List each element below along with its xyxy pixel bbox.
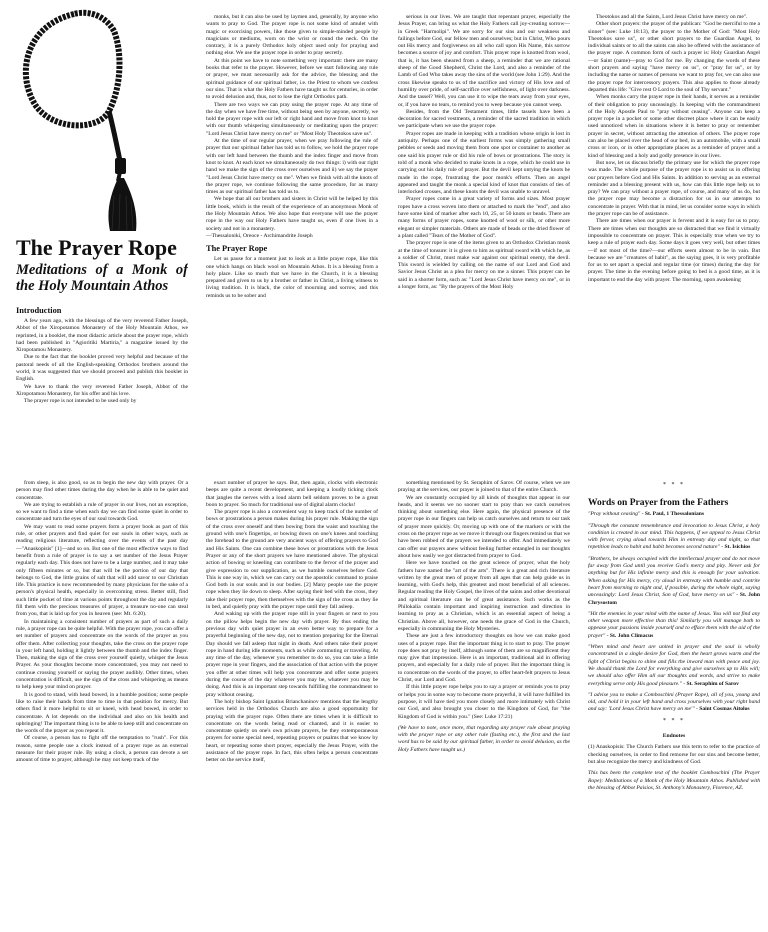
column-4 xyxy=(588,14,760,459)
paragraph: It is good to stand, with head bowed, in a humble position; some people like to raise their hands from time to time in that position for mercy. But others find it more helpful to sit or kneel, with head bowed, in order to concentrate. A lot depends on the individual and also on his health and upbringing! The important thing is to be able to keep still and concentrate on the words of the prayer as you repeat it. xyxy=(16,691,188,735)
paragraph: Due to the fact that the booklet proved very helpful and because of the pastoral needs of all the English-speaking Orthodox brothers around the world, it was suggested that we should proceed and publish this booklet in English. xyxy=(16,354,188,383)
quote-item xyxy=(588,523,760,552)
column-6-body xyxy=(206,480,378,765)
quote-text: "Through the constant remembrance and invocation to Jesus Christ, a holy condition is created in our mind. This happens, if we appeal to Jesus Christ with fervor, crying aloud towards Him in entreaty day and night, so that repetition leads to habit and habit becomes second nature" - xyxy=(588,522,760,551)
paragraph: In maintaining a consistent number of prayers as part of such a daily rule, a prayer rope can be quite helpful. With the prayer rope, you can offer a set number of prayers and concentrate on the words of the prayer as you offer them. After collecting your thoughts, take the cross on the prayer rope in your left hand, holding it lightly between the thumb and the index finger. Then, making the sign of the cross over yourself quietly, whisper the Jesus Prayer. As your thoughts become more concentrated, you may not need to continue crossing yourself or saying the prayer audibly. Other times, when concentration is difficult, use the sign of the cross and whispering as means to help keep your mind on prayer. xyxy=(16,618,188,691)
paragraph: We may want to read some prayers form a prayer book as part of this rule, or other prayers and find quiet for our souls in other ways, such as reading religious literature, reflecting over the events of the past day—"Anaskopisis" [1]—and so on. But one of the most effective ways to find benefit from a rule of prayer is to say a set number of the Jesus Prayer regularly each day. This does not have to be a large number, and it may take only fifteen minutes or so, but that will be the portion of our day that belongs to God, the little grains of salt that will add savor to our Christian life. This practice is now recommended by many physicians for the sake of a person's physical health, especially in overcoming stress. Better still, find such little pocket of time at various points throughout the day and regularly fill them with the precious treasures of prayer, a treasure no-one can steal from you, that is laid up for you in heaven (see: Mt. 6:20). xyxy=(16,523,188,618)
paragraph: We have to thank the very reverend Father Joseph, Abbot of the Xiropotamou Monastery, for his offer and his love. xyxy=(16,383,188,397)
column-1 xyxy=(16,236,188,458)
quote-item xyxy=(588,611,760,640)
document-subtitle: Meditations of a Monk of the Holy Mountain Athos xyxy=(16,262,188,294)
endnotes-heading: Endnotes xyxy=(662,733,686,740)
quote-item xyxy=(588,511,760,518)
column-5 xyxy=(16,480,188,925)
paragraph: Let us pause for a moment just to look at a little prayer rope, like this one which hangs on black wool on Mountain Athos. It is a blessing from a holy place. Like so much that we have in the Church, it is a blessing prepared and given to us by a brother or father in Christ, a living witness to living tradition. It is black, the color of mourning and sorrow, and this reminds us to be sober and xyxy=(206,256,378,299)
footer-note: This has been the complete text of the booklet Comboschini (The Prayer Rope): Meditations of a Monk of the Holy Mountain Athos. Published with the blessing of Abbot Paisios, St. Anthony's Monastery, Florence, AZ. xyxy=(588,770,760,791)
quote-author: St. John Chrysostom xyxy=(588,592,760,606)
quote-text: "Hit the enemies in your mind with the name of Jesus. You will not find any other weapon more effective than this! Similarly you will manage both to appease your passions inside yourself and to efface them with the aid of the prayer" - xyxy=(588,610,760,639)
paragraph: Besides, from the Old Testament times, little tassels have been a decoration for sacred vestments, a reminder of the sacred tradition in which we participate when we use the prayer rope. xyxy=(398,108,570,130)
column-7 xyxy=(398,480,570,925)
paragraph: The prayer rope is one of the items given to an Orthodox Christian monk at the time of tonsure: it is given to him as spiritual sword with which he, as a soldier of Christ, must make war against our spiritual enemy, the devil. This sword is wielded by calling on the name of our Lord and God and Savior Jesus Christ as a plea for mercy on me a sinner. This prayer can be said in a shorter form, such as: "Lord Jesus Christ have mercy on me", or in a longer form, as: "By the prayers of the Most Holy xyxy=(398,240,570,290)
column-3-body xyxy=(398,14,570,291)
quote-text: "When mind and heart are united in prayer and the soul is wholly concentrated in a single desire for God, then the heart grows warm and the light of Christ begins to shine and fills the inward man with peace and joy. We should thank the Lord for everything and give ourselves up to His will; we should also offer Him all our thoughts and words, and strive to make everything serve only His good pleasure." - xyxy=(588,644,760,687)
signature: —Thessaloniki, Oreoce - Archimandrite Joseph xyxy=(206,232,313,239)
paragraph: Prayer ropes come in a great variety of forms and sizes. Most prayer ropes have a cross woven into them or attached to mark the "end", and also have some kind of marker after each 10, 25, or 50 knots or beads. There are many forms of prayer ropes, some knotted of wool or silk, or other more elegant or simpler materials. Others are made of beads or the dried flower of a plant called "Tears of the Mother of God". xyxy=(398,196,570,239)
column-2-section-body xyxy=(206,256,378,300)
paragraph: If this little prayer rope helps you to say a prayer or reminds you to pray or helps you in some way to become more prayerful, it will have fulfilled its purpose, it will have tied you more closely and more intimately with Christ our God, and also brought you closer to the Kingdom of God, for "the Kingdom of God is within you." (See: Luke 17:21) xyxy=(398,684,570,720)
column-2-body xyxy=(206,14,378,233)
section-divider: * * * xyxy=(663,482,685,488)
prayer-rope-heading: The Prayer Rope xyxy=(206,244,268,254)
paragraph: Other short prayers: the prayer of the publican: "God be merciful to me a sinner" (see: Luke 18:13), the prayer to the Mother of God: "Most Holy Theotokos save us", or other short prayers to the Guardian Angel, to individual saints or to all the saints can also be offered with the assistance of the prayer rope. A common form of such a prayer is: Holy Guardian Angel—or Saint (name)—pray to God for me. By changing the words of these short prayers and saying "have mercy on us", or "pray for us", or by including the name or names of persons we want to pray for, we can also use the prayer rope for intercessory prayers. This also applies to those already departed this life: "Give rest O Lord to the soul of Thy servant." xyxy=(588,21,760,93)
quote-author: St. Paul, 1 Thessalonians xyxy=(644,511,705,518)
paragraph: We are trying to establish a rule of prayer in our lives, not an exception, so we want to find a time when each day we can find some quiet in order to concentrate and turn the eyes of our soul towards God. xyxy=(16,501,188,523)
paragraph: Of course, a person has to fight off the temptation to "rush". For this reason, some people use a clock instead of a prayer rope as an external measure for their prayer rule. By using a clock, a person can devote a set amount of time to prayer, although he may not keep track of the xyxy=(16,735,188,764)
quote-text: "Pray without ceasing" - xyxy=(588,511,645,518)
paragraph: There are two ways we can pray using the prayer rope. At any time of the day when we have free time, without being seen by anyone, secretly, we hold the prayer rope with our left or right hand and move from knot to knot with our thumb whispering simultaneously or meditating upon the prayer: "Lord Jesus Christ have mercy on me" or "Most Holy Theotokos save us". xyxy=(206,101,378,137)
introduction-heading: Introduction xyxy=(16,306,62,315)
paragraph: Theotokos and all the Saints, Lord Jesus Christ have mercy on me". xyxy=(596,14,748,20)
quote-item xyxy=(588,556,760,607)
column-4-body xyxy=(588,14,760,284)
paragraph: We hope that all our brothers and sisters in Christ will be helped by this little book, which is the result of the experience of an anonymous Monk of the Holy Mountain Athos. We also hope that everyone will use the prayer rope in the way our Holy Fathers have taught us, even if one lives in a society and not in a monastery. xyxy=(206,196,378,232)
quote-author: Saint Cosmas Aitolos xyxy=(699,706,750,713)
page-bottom xyxy=(0,466,768,932)
paragraph: Here we have touched on the great science of prayer, what the holy fathers have named the "art of the arts". There is a great and rich literature written by the great men of prayer from all ages that can help guide us in learning, with God's help, this greatest and most beneficial of all sciences. Regular reading the Holy Gospel, the lives of the saints and other devotional and spiritual literature can be of great assistance. Such works as the Philokalia contain important and inspiring instruction and direction in learning to pray as a Christian, which is an essential aspect of being a Christian. Above all, however, one needs the grace of God in the Church, especially in communing the Holy Mysteries. xyxy=(398,560,570,632)
paragraph: And waking up with the prayer rope still in your fingers or next to you on the pillow helps begin the new day with prayer. By thus ending the previous day with quiet prayer in an even better way to prepare for a prayerful beginning of the new day, not to mention preparing for the Eternal Day should we fall asleep that night in death. And others take their prayer rope in hand during idle moments, such as while commuting or traveling. At any time of the day, whenever you remember to do so, you can take a little prayer rope in your fingers, and the association of that action with the prayer you offer at other times will help you concentrate and offer some prayers during the course of the day whatever you may be, whatever you may be doing. And this is an important step towards fulfilling the commandment to pray without ceasing. xyxy=(206,611,378,698)
paragraph: monks, but it can also be used by laymen and, generally, by anyone who wants to pray to God. The prayer rope is not some kind of amulet with magic or exorcising powers, like those given to simple-minded people by magicians or mediums, worn on the wrist or round the neck. On the contrary, it is a purely Orthodox holy object used only for praying and nothing else. We use the prayer rope in order to pray secretly. xyxy=(206,14,378,57)
column-5-body xyxy=(16,480,188,765)
paragraph: But now, let us discuss briefly the primary use for which the prayer rope was made. The whole purpose of the prayer rope is to assist us in offering our prayers before God and His Saints. In addition to serving as an external reminder and a blessing present with us, how can this little rope help us to pray? We can pray without a prayer rope, of course, and many of us do, but the prayer rope may become a distraction for us in our attempts to concentrate in prayer. With that in mind, let us consider some ways in which the prayer rope can be of assistance. xyxy=(588,159,760,218)
column-7-body xyxy=(398,480,570,721)
paragraph: At this point we have to note something very important: there are many books that refer to the prayer. However, before we start following any rule or prayer, we must necessarily ask for the advice, the blessing and the spiritual guidance of our spiritual father, i.e. the Priest to whom we confess our sins. That is what the Holy Fathers have taught us for centuries, in order to avoid delusion and, thus, not to lose the right Orthodox path. xyxy=(206,57,378,101)
paragraph: Prayer ropes are made in keeping with a tradition whose origin is lost in antiquity. Perhaps one of the earliest forms was simply gathering small pebbles or seeds and moving them from one spot or container to another as one said his prayer rule or did his rule of bows or prostrations. The story is told of a monk who decided to make knots in a rope, which he could use in carrying out his daily rule of prayer. But the devil kept untying the knots he made in the rope, frustrating the poor monk's efforts. Then an angel appeared and taught the monk a special kind of knot that consists of ties of interlocked crosses, and these knots the devil was unable to unravel. xyxy=(398,130,570,196)
paragraph: from sleep, is also good, so as to begin the new day with prayer. Or a person may find other times during the day when he is able to be quiet and concentrate. xyxy=(16,480,188,501)
endnote: (1) Anaskopisis: The Church Fathers use this term to refer to the practice of checking ourselves, in order to find remorse for our sins and become better, but also recognize the mercy and kindness of God. xyxy=(588,744,760,765)
quotes-list xyxy=(588,511,760,713)
column-6 xyxy=(206,480,378,925)
paragraph: The prayer rope is also a convenient way to keep track of the number of bows or prostrations a person makes during his prayer rule. Making the sign of the cross over oneself and then bowing from the waist and touching the ground with one's fingertips, or bowing down on one's knees and touching the forehead to the ground are very ancient ways of offering prayers to God and His Saints. One can combine these bows or prostrations with the Jesus Prayer or any of the short prayers we have mentioned above. The physical action of bowing or kneeling can contribute to the fervor of the prayer and give expression to our supplication, as we humble ourselves before God. This is one way in, which we can carry out the apostolic command to praise God both in our souls and in our bodies. [2] Many people use the prayer rope when they lie down to sleep. After saying their bed with the cross, they take their prayer rope, then themselves with the sign of the cross as they lie in bed, and quietly pray with the prayer rope until they fall asleep. xyxy=(206,509,378,611)
quote-item xyxy=(588,644,760,688)
spiritual-father-note: (We have to note, once more, that regarding any prayer rule about praying with the prayer rope or any other rule (fasting etc.), the first and the last word has to be said by our spiritual father, in order to avoid delusion, as the Holy Fathers have taught us.) xyxy=(398,724,570,753)
quote-author: St. John Climacus xyxy=(609,632,654,639)
quote-author: St. Seraphim of Sarov xyxy=(686,680,739,687)
paragraph: When monks carry the prayer rope in their hands, it serves as a reminder of their obligation to pray unceasingly. In keeping with the commandment of the Holy Apostle Paul to "pray without ceasing". Anyone can keep a prayer rope in a pocket or some other discreet place where it can be easily used unnoticed when in situations where it is better to pray or remember prayer in secret, without attracting the attention of others. The prayer rope can also be placed over the head of our bed, in an automobile, with a small cross or icon, or in other appropriate places as a reminder of prayer and a kind of blessing and a holy and godly presence in our lives. xyxy=(588,94,760,159)
column-2 xyxy=(206,14,378,459)
paragraph: These are just a few introductory thoughts on how we can make good uses of a prayer rope. But the important thing is to start to pray. The prayer rope does not pray by itself, although some of them are so magnificent they may give that impression. Here is an important, traditional aid in offering prayers, and especially for a daily rule of prayer. But the important thing is to concentrate on the words of the prayer, to offer heart-felt prayers to Jesus Christ, our Lord and God. xyxy=(398,633,570,684)
paragraph: serious in our lives. We are taught that repentant prayer, especially the Jesus Prayer, can bring us what the Holy Fathers call joy-creating sorrow—in Greek "Harmolipi". We are sorry for our sins and our weakness and failings before God, our fellow men and ourselves; but in Christ, Who pours out His mercy and forgiveness on all who call upon His Name, this sorrow becomes a source of joy and comfort. This prayer rope is knotted from wool, that is, it has been sheared from a sheep, a reminder that we are rational sheep of the Good Shepherd, Christ the Lord, and also a reminder of the Lamb of God Who takes away the sins of the world (see John 1:29). And the cross likewise speaks to us of the sacrifice and victory of His love and of humility over pride, of self-sacrifice over selfishness, of light over darkness. And the tassel? Well, you can use it to wipe the tears away from your eyes, or, if you have no tears, to remind you to weep because you cannot weep. xyxy=(398,14,570,108)
section-divider: * * * xyxy=(663,717,685,724)
quote-text: "Brothers, be always occupied with the intellectual prayer and do not move far away from God until you receive God's mercy and pity. Never ask for anything but for His infinite mercy and this is enough for your salvation. When asking for His mercy, cry aloud in entreaty with humble and contrite heart from morning to night and, if possible, during the whole night, saying unceasingly: Lord Jesus Christ, Son of God, have mercy on us" - xyxy=(588,555,760,599)
paragraph: exact number of prayer he says. But, then again, clocks with electronic beeps are quite a recent development, and keeping a loudly ticking clock that jangles the nerves with a loud alarm bell seldom proves to be a great boon to prayer. So much for traditional use of digital alarm clocks! xyxy=(206,480,378,508)
quote-item xyxy=(588,692,760,714)
words-heading: Words on Prayer from the Fathers xyxy=(588,498,729,509)
paragraph: The prayer rope is not intended to be used only by xyxy=(24,398,137,405)
quote-text: "I advise you to make a Comboschini (Prayer Rope), all of you, young and old, and hold it in your left hand and cross yourselves with your right hand and say: 'Lord Jesus Christ have mercy on me'" - xyxy=(588,691,760,713)
document-title: The Prayer Rope xyxy=(16,236,177,260)
prayer-rope-image xyxy=(14,6,189,234)
column-3 xyxy=(398,14,570,459)
paragraph: A few years ago, with the blessings of the very reverend Father Joseph, Abbot of the Xiropotamou Monastery of the Holy Mountain Athos, we reprinted, in a booklet, the most didactic article about the prayer rope, which had been published in "Agioritiki Martiria," a magazine issued by the Xiropotamou Monastery. xyxy=(16,318,188,354)
column-8 xyxy=(588,480,760,925)
introduction-body xyxy=(16,318,188,406)
paragraph: something mentioned by St. Seraphim of Sarov. Of course, when we are praying at the services, our prayer is joined to that of the entire Church. xyxy=(398,480,570,494)
quote-author: St. Isichios xyxy=(724,544,751,551)
paragraph: There are times when our prayer is fervent and it is easy for us to pray. There are times when our thoughts are so distracted that we find it virtually impossible to concentrate on prayer. This is especially true when we try to keep a rule of prayer each day. Some days it goes very well, but other times—if not most of the time?—our efforts seem almost to be in vain. But because we are "creatures of habit", as the saying goes, it is very profitable for us to set apart a special and regular time (or times) during the day for prayer. The time in the evening before going to bed is a good time, as it is important to end the day with prayer. The morning, upon awakening xyxy=(588,218,760,283)
paragraph: The holy bishop Saint Ignatius Brianchaninov mentions that the lengthy services held in the Orthodox Church are also a good opportunity for praying with the prayer rope. Often there are times when it is difficult to concentrate on the words being read or chanted, and it is easier to concentrate quietly on one's own private prayers, be they extemporaneous prayers for some special need, repeating prayers or psalms that we know by heart, or repeating some short prayer, especially the Jesus Prayer, with the assistance of the prayer rope. In fact, this often helps a person concentrate better on the service itself, xyxy=(206,698,378,764)
paragraph: We are constantly occupied by all kinds of thoughts that appear in our heads, and it seems we no sooner start to pray than we catch ourselves thinking about something else. Here again, the physical presence of the prayer rope in our fingers can help us catch ourselves and return to our task of prayer more quickly. Or, moving up with one of the markers or with the cross on the prayer rope as we move it through our fingers remind us that we have been robbed of the prayers we intended to offer. And immediately we can offer our prayers anew without feeling further entangled in our thoughts about how easily we got distracted from prayer to God. xyxy=(398,494,570,559)
paragraph: At the time of our regular prayer, when we pray following the rule of prayer that our spiritual father has told us to follow, we hold the prayer rope with our left hand between the thumb and the index finger and move from knot to knot. At each knot we simultaneously do two things: i) with our right hand we make the sign of the cross over ourselves and ii) we say the prayer "Lord Jesus Christ have mercy on me". When we finish with all the knots of the prayer rope, we continue following the same procedure, for as many times as our spiritual father has told us to. xyxy=(206,138,378,196)
